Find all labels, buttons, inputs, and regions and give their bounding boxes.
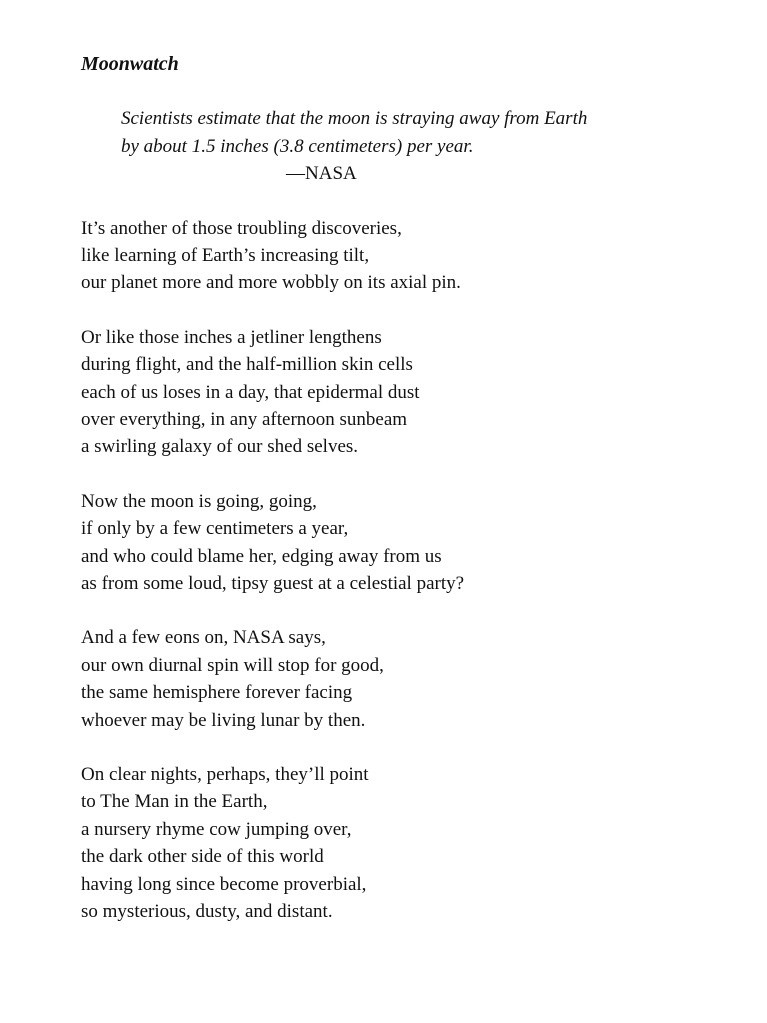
poem-line: the dark other side of this world bbox=[81, 846, 324, 868]
poem-line: our planet more and more wobbly on its axial pin. bbox=[81, 272, 461, 294]
poem-line: a nursery rhyme cow jumping over, bbox=[81, 818, 352, 840]
poem-line: a swirling galaxy of our shed selves. bbox=[81, 436, 359, 458]
stanza-5 bbox=[81, 761, 721, 925]
poem bbox=[81, 50, 721, 925]
stanza-1 bbox=[81, 215, 721, 297]
poem-line: to The Man in the Earth, bbox=[81, 791, 268, 813]
poem-line: if only by a few centimeters a year, bbox=[81, 518, 349, 540]
poem-line: having long since become proverbial, bbox=[81, 873, 367, 895]
poem-line: the same hemisphere forever facing bbox=[81, 682, 353, 704]
poem-title: Moonwatch bbox=[81, 53, 179, 75]
poem-line: over everything, in any afternoon sunbeam bbox=[81, 408, 408, 430]
stanza-4 bbox=[81, 624, 721, 734]
poem-line: And a few eons on, NASA says, bbox=[81, 627, 326, 649]
poem-line: It’s another of those troubling discoveries, bbox=[81, 217, 402, 239]
poem-line: so mysterious, dusty, and distant. bbox=[81, 901, 333, 923]
epigraph-line: Scientists estimate that the moon is straying away from Earth bbox=[121, 108, 588, 129]
epigraph-attribution: —NASA bbox=[286, 163, 357, 184]
stanza-3 bbox=[81, 488, 721, 598]
poem-line: On clear nights, perhaps, they’ll point bbox=[81, 764, 369, 785]
poem-line: Now the moon is going, going, bbox=[81, 490, 317, 512]
epigraph bbox=[121, 105, 721, 188]
poem-line: our own diurnal spin will stop for good, bbox=[81, 654, 384, 676]
poem-line: during flight, and the half-million skin cells bbox=[81, 354, 413, 376]
stanza-2 bbox=[81, 324, 721, 461]
poem-line: like learning of Earth’s increasing tilt, bbox=[81, 244, 370, 266]
poem-line: each of us loses in a day, that epidermal dust bbox=[81, 381, 420, 403]
poem-line: Or like those inches a jetliner lengthens bbox=[81, 326, 382, 348]
poem-line: and who could blame her, edging away from us bbox=[81, 545, 442, 567]
poem-line: whoever may be living lunar by then. bbox=[81, 709, 366, 731]
epigraph-line: by about 1.5 inches (3.8 centimeters) per year. bbox=[121, 135, 474, 157]
poem-line: as from some loud, tipsy guest at a celestial party? bbox=[81, 572, 465, 594]
